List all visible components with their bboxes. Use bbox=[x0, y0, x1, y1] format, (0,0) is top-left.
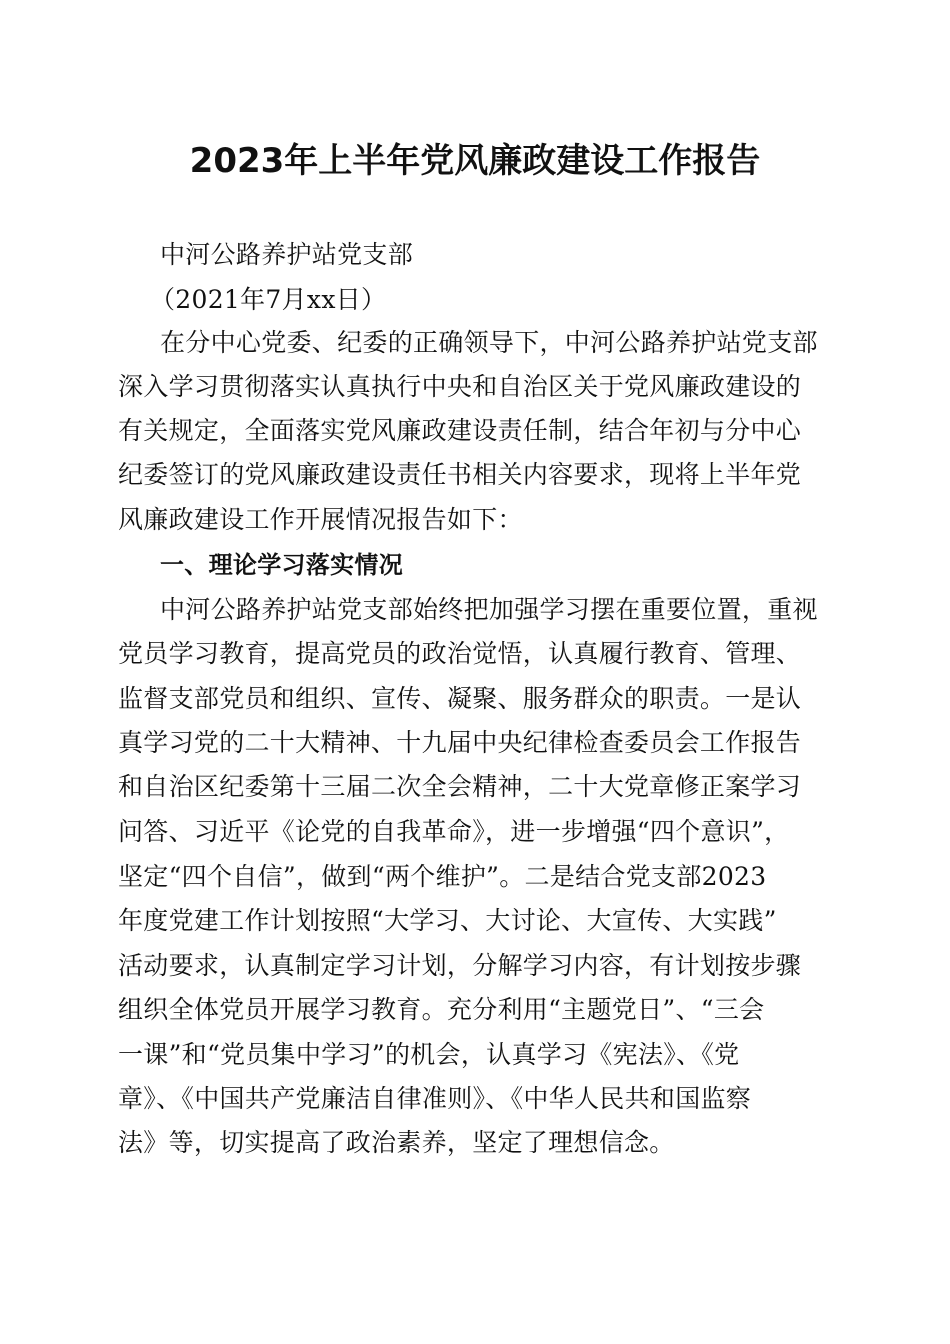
intro-line: 风廉政建设工作开展情况报告如下： bbox=[118, 505, 523, 534]
section-line: 章》、《中国共产党廉洁自律准则》、《中华人民共和国监察 bbox=[118, 1084, 752, 1113]
section-line: 党员学习教育，提高党员的政治觉悟，认真履行教育、管理、 bbox=[118, 639, 802, 668]
section-line: 监督支部党员和组织、宣传、凝聚、服务群众的职责。一是认 bbox=[118, 684, 802, 713]
intro-line: 深入学习贯彻落实认真执行中央和自治区关于党风廉政建设的 bbox=[118, 372, 802, 401]
section-line: 年度党建工作计划按照“大学习、大讨论、大宣传、大实践” bbox=[118, 906, 777, 935]
section-line: 活动要求，认真制定学习计划，分解学习内容，有计划按步骤 bbox=[118, 951, 802, 980]
section-line: 坚定“四个自信”，做到“两个维护”。二是结合党支部2023 bbox=[118, 862, 767, 891]
section-line: 组织全体党员开展学习教育。充分利用“主题党日”、“三会 bbox=[118, 995, 765, 1024]
section-line: 问答、习近平《论党的自我革命》，进一步增强“四个意识”， bbox=[118, 817, 790, 846]
section-heading: 一、理论学习落实情况 bbox=[160, 551, 403, 579]
section-line: 法》等，切实提高了政治素养，坚定了理想信念。 bbox=[118, 1128, 675, 1157]
intro-line: 纪委签订的党风廉政建设责任书相关内容要求，现将上半年党 bbox=[118, 460, 802, 489]
section-line: 真学习党的二十大精神、十九届中央纪律检查委员会工作报告 bbox=[118, 728, 802, 757]
section-line: 和自治区纪委第十三届二次全会精神，二十大党章修正案学习 bbox=[118, 772, 802, 801]
document-title: 2023年上半年党风廉政建设工作报告 bbox=[189, 141, 761, 181]
section-line: 一课”和“党员集中学习”的机会，认真学习《宪法》、《党 bbox=[118, 1040, 740, 1069]
section-line: 中河公路养护站党支部始终把加强学习摆在重要位置，重视 bbox=[160, 595, 818, 624]
report-date: （2021年7月xx日） bbox=[150, 285, 387, 314]
intro-line: 有关规定，全面落实党风廉政建设责任制，结合年初与分中心 bbox=[118, 416, 802, 445]
organization-name: 中河公路养护站党支部 bbox=[160, 240, 414, 269]
intro-line: 在分中心党委、纪委的正确领导下，中河公路养护站党支部 bbox=[160, 328, 818, 357]
